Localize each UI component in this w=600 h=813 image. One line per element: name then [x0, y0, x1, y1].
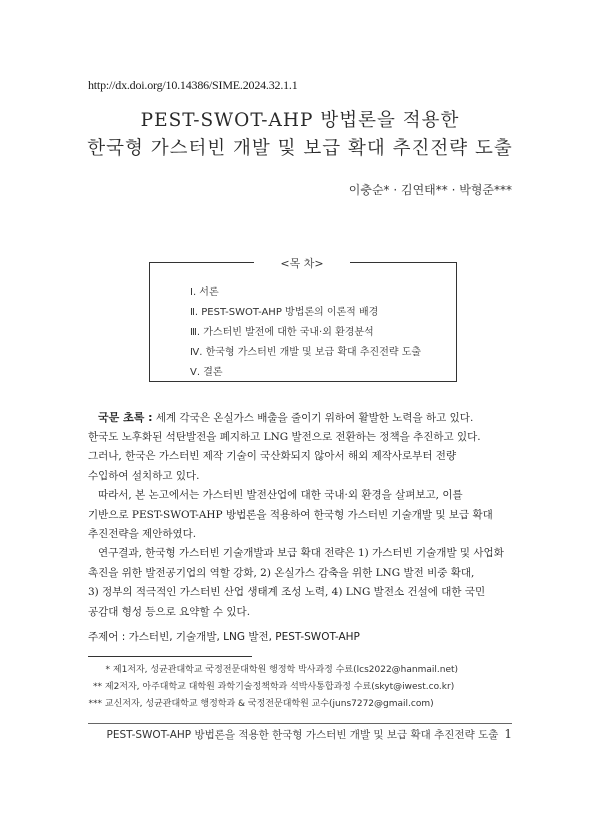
footnote-mark: **	[93, 682, 102, 692]
paper-title-line-2: 한국형 가스터빈 개발 및 보급 확대 추진전략 도출	[87, 138, 513, 159]
abstract-line: 연구결과, 한국형 가스터빈 기술개발과 보급 확대 전략은 1) 가스터빈 기술개발 및 사업화	[98, 547, 504, 559]
doi-link[interactable]: http://dx.doi.org/10.14386/SIME.2024.32.1.1	[88, 78, 298, 92]
abstract-line: 공감대 형성 등으로 요약할 수 있다.	[88, 605, 251, 618]
footnote-text: 제1저자, 성균관대학교 국정전문대학원 행정학 박사과정 수료(lcs2022@hanmail.net)	[112, 665, 459, 675]
toc-item: Ⅰ. 서론	[190, 287, 219, 298]
paper-title-line-1: PEST-SWOT-AHP 방법론을 적용한	[140, 110, 460, 131]
abstract-paragraph-3	[88, 544, 512, 622]
abstract-line: 촉진을 위한 발전공기업의 역할 강화, 2) 온실가스 감축을 위한 LNG 발전 비중 확대,	[88, 566, 475, 579]
toc-item: Ⅳ. 한국형 가스터빈 개발 및 보급 확대 추진전략 도출	[190, 347, 422, 358]
toc-title: <목 차>	[254, 255, 350, 271]
footnote-3	[88, 696, 434, 709]
keywords: 주제어 : 가스터빈, 기술개발, LNG 발전, PEST-SWOT-AHP	[88, 631, 360, 643]
footnote-1	[88, 662, 458, 675]
abstract-paragraph-1	[88, 408, 512, 486]
abstract-line: 그러나, 한국은 가스터빈 제작 기술이 국산화되지 않아서 해외 제작사로부터 전량	[88, 450, 457, 462]
footnote-mark: ***	[88, 699, 102, 709]
footer-divider	[88, 723, 512, 724]
abstract-line: 수입하여 설치하고 있다.	[88, 469, 200, 482]
footnote-text: 교신저자, 성균관대학교 행정학과 & 국정전문대학원 교수(juns7272@gmail.com)	[104, 699, 434, 709]
page-footer	[107, 727, 512, 742]
running-title: PEST-SWOT-AHP 방법론을 적용한 한국형 가스터빈 개발 및 보급 확대 추진전략 도출	[106, 729, 499, 741]
abstract-label: 국문 초록 :	[98, 411, 153, 424]
toc-item: Ⅴ. 결론	[190, 367, 223, 378]
page-number: 1	[504, 727, 512, 741]
abstract-line: 세계 각국은 온실가스 배출을 줄이기 위하여 활발한 노력을 하고 있다.	[155, 412, 474, 424]
abstract-line: 추진전략을 제안하였다.	[88, 528, 197, 540]
footnote-text: 제2저자, 아주대학교 대학원 과학기술정책학과 석박사통합과정 수료(skyt@iwest.co.kr)	[104, 682, 455, 692]
abstract-line: 한국도 노후화된 석탄발전을 폐지하고 LNG 발전으로 전환하는 정책을 추진하고 있다.	[88, 430, 481, 443]
author-list: 이충순* · 김연태** · 박형준***	[348, 183, 512, 197]
footnote-divider	[88, 656, 252, 657]
abstract-line: 3) 정부의 적극적인 가스터빈 산업 생태계 조성 노력, 4) LNG 발전소 건설에 대한 국민	[88, 586, 486, 598]
footnote-2	[88, 679, 454, 692]
footnote-mark: *	[105, 665, 110, 675]
toc-item: Ⅱ. PEST-SWOT-AHP 방법론의 이론적 배경	[190, 307, 379, 318]
toc-item: Ⅲ. 가스터빈 발전에 대한 국내·외 환경분석	[190, 327, 374, 338]
abstract-line: 기반으로 PEST-SWOT-AHP 방법론을 적용하여 한국형 가스터빈 기술개발 및 보급 확대	[88, 508, 493, 521]
abstract-paragraph-2	[88, 486, 512, 545]
abstract-line: 따라서, 본 논고에서는 가스터빈 발전산업에 대한 국내·외 환경을 살펴보고, 이를	[98, 489, 463, 501]
